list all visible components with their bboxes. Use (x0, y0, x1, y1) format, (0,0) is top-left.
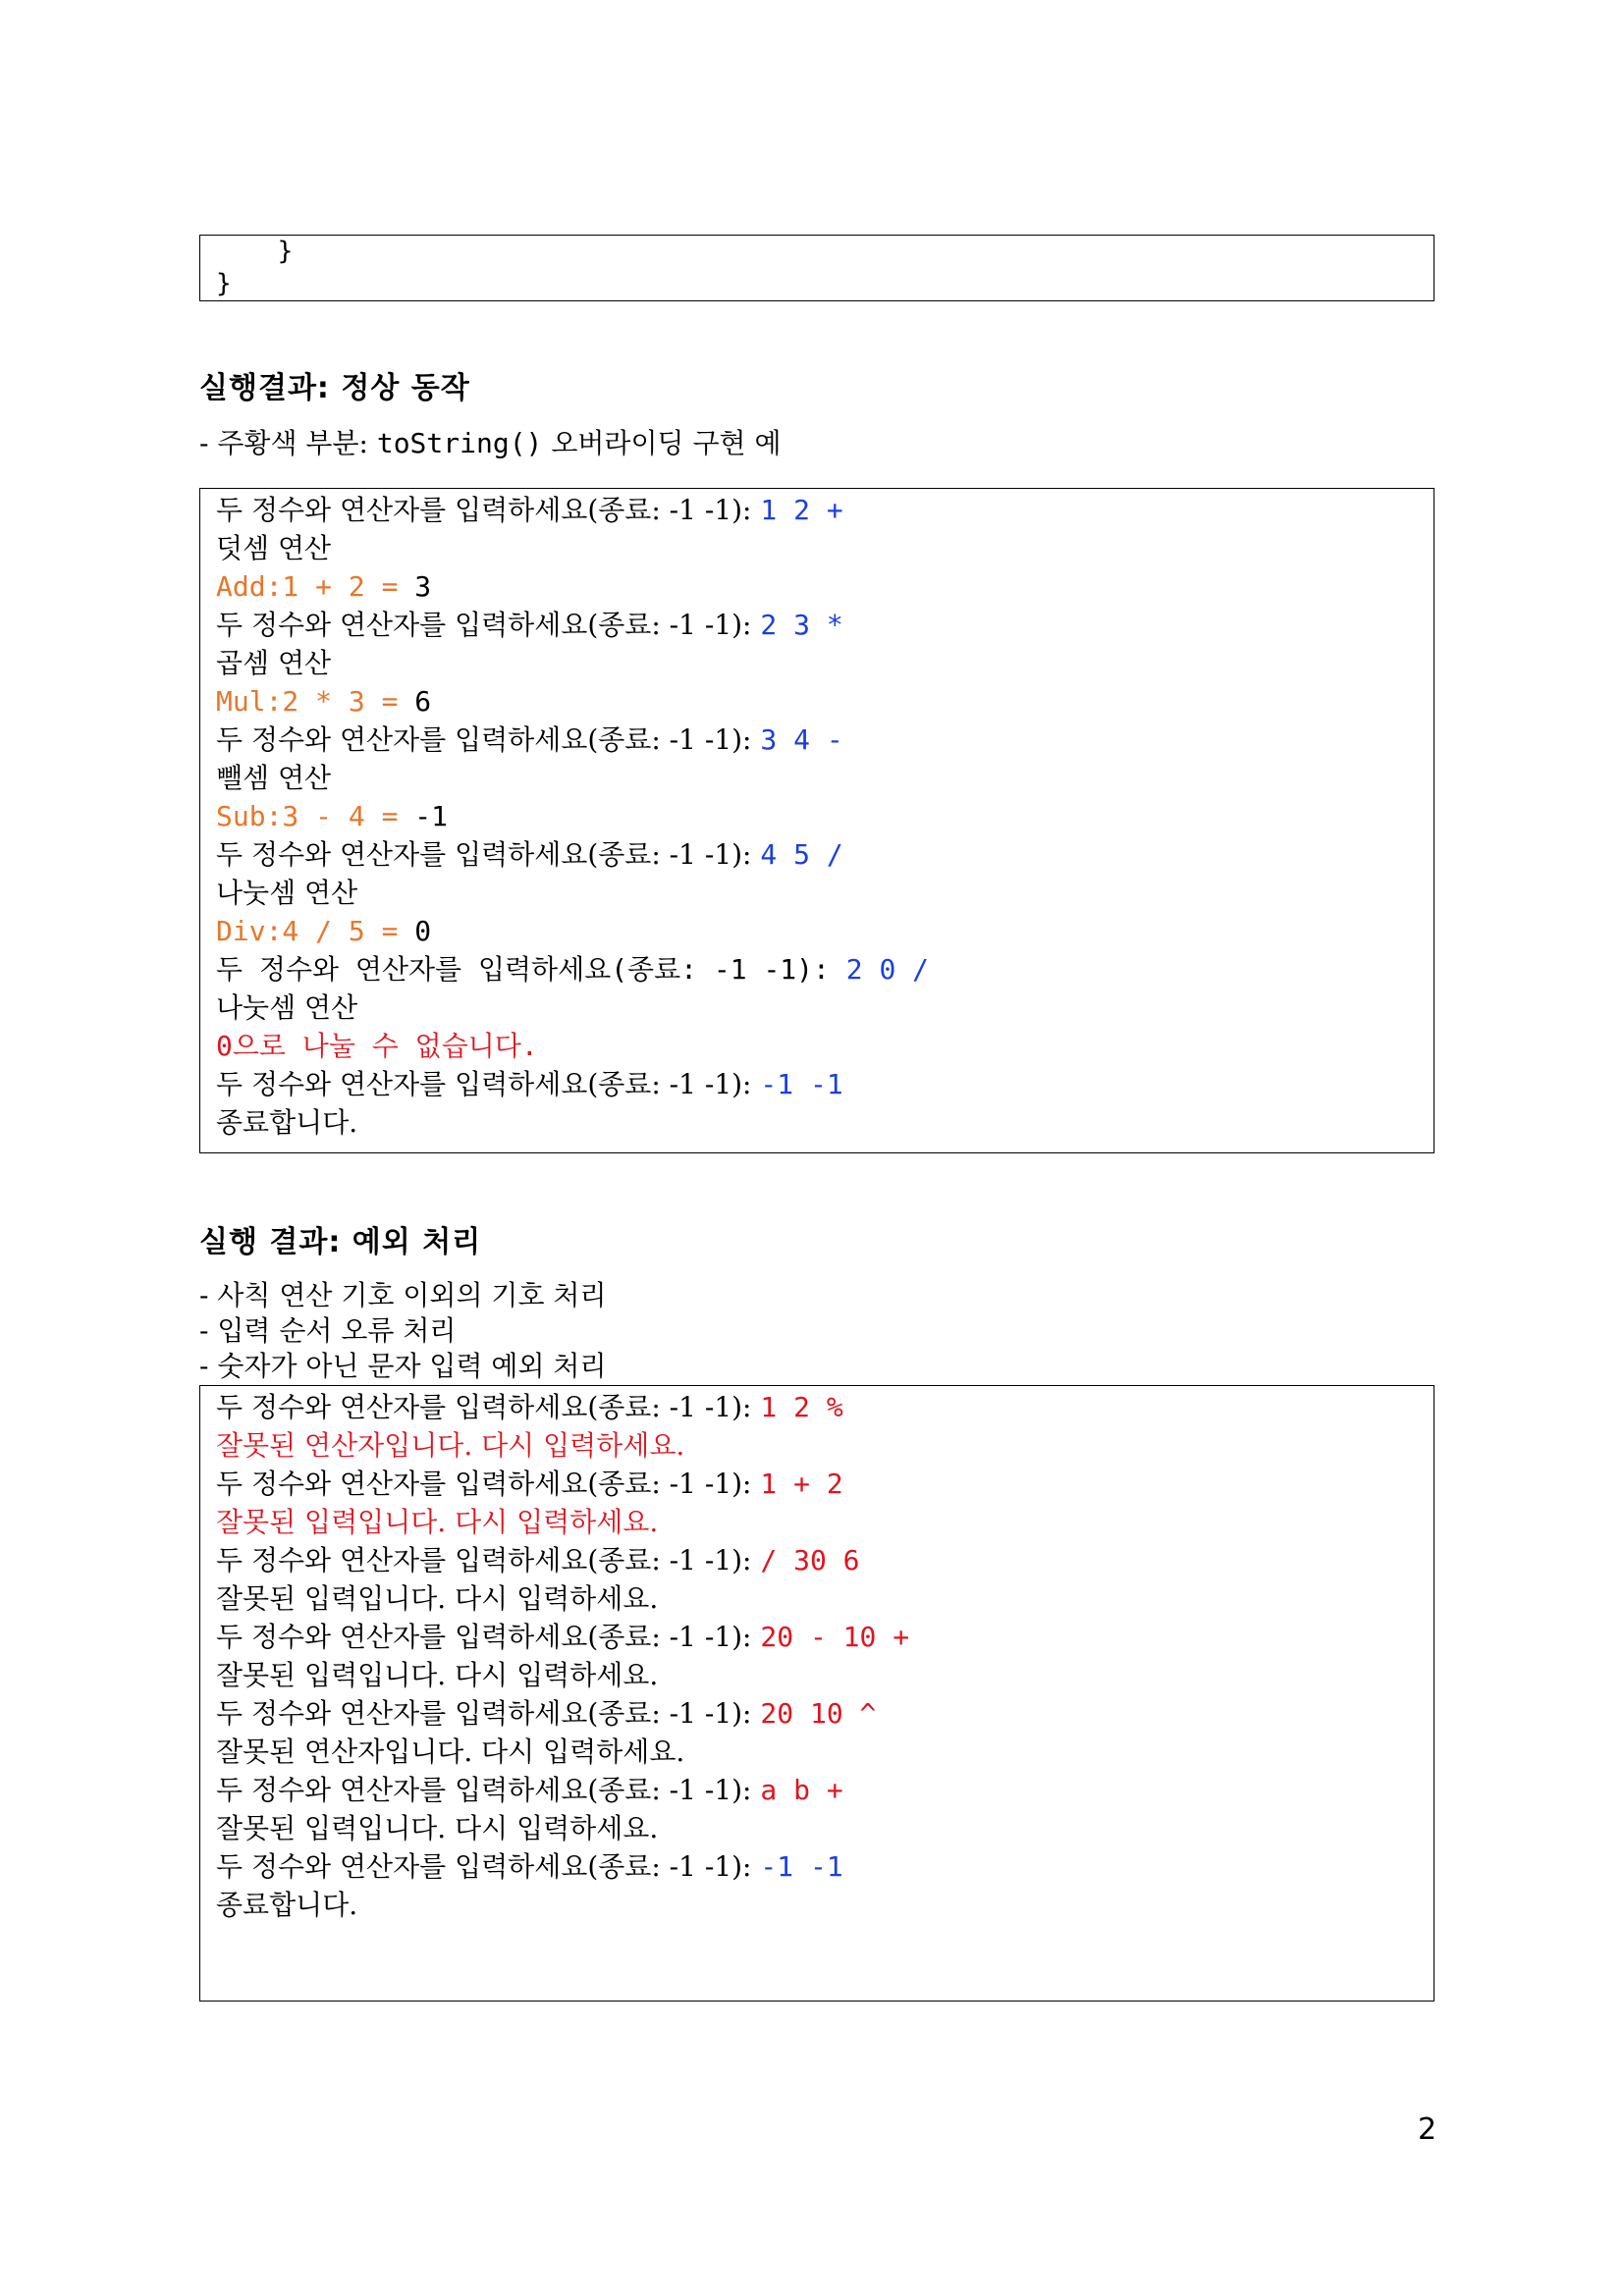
result-value: 0 (414, 915, 432, 947)
user-input: 1 2 + (760, 494, 843, 526)
user-input: -1 -1 (760, 1850, 843, 1883)
tostring-output: Div:4 / 5 = (216, 915, 415, 947)
prompt-line (216, 1847, 1434, 1886)
prompt-line (216, 721, 1434, 759)
operation-label: 곱셈 연산 (216, 647, 332, 679)
page-number: 2 (1418, 2112, 1437, 2147)
prompt-text: 두 정수와 연산자를 입력하세요(종료: -1 -1): (216, 609, 761, 641)
prompt-text: 두 정수와 연산자를 입력하세요(종료: -1 -1): (216, 838, 761, 871)
user-input: 2 3 * (760, 609, 843, 641)
result-value: 3 (414, 570, 432, 603)
prompt-line (216, 1541, 1434, 1579)
result-line (216, 797, 1434, 835)
prompt-text: 두 정수와 연산자를 입력하세요(종료: -1 -1): (216, 1774, 761, 1806)
prompt-text: 두 정수와 연산자를 입력하세요(종료: -1 -1): (216, 723, 761, 756)
user-input: 20 10 ^ (760, 1697, 877, 1730)
code-end-box (199, 235, 1434, 301)
exception-bullet: - 사칙 연산 기호 이외의 기호 처리 (199, 1279, 607, 1311)
normal-output-box (199, 488, 1434, 1153)
normal-result-heading: 실행결과: 정상 동작 (199, 371, 470, 405)
user-input: 1 2 % (760, 1391, 843, 1423)
user-input: 4 5 / (760, 838, 843, 871)
prompt-text: 두 정수와 연산자를 입력하세요(종료: -1 -1): (216, 1391, 761, 1423)
prompt-text: 두 정수와 연산자를 입력하세요(종료: -1 -1): (216, 1697, 761, 1730)
prompt-line (216, 1465, 1434, 1503)
error-message: 잘못된 입력입니다. 다시 입력하세요. (216, 1582, 659, 1615)
error-message: 잘못된 입력입니다. 다시 입력하세요. (216, 1812, 659, 1844)
user-input: 1 + 2 (760, 1468, 843, 1500)
result-line (216, 682, 1434, 721)
tostring-output: Add:1 + 2 = (216, 570, 415, 603)
user-input: -1 -1 (760, 1068, 843, 1100)
error-message: 잘못된 입력입니다. 다시 입력하세요. (216, 1659, 659, 1691)
tostring-output: Mul:2 * 3 = (216, 685, 415, 718)
code-line: } (216, 237, 294, 266)
prompt-text: 두 정수와 연산자를 입력하세요(종료: -1 -1): (216, 1621, 761, 1653)
prompt-line (216, 1771, 1434, 1809)
user-input: 20 - 10 + (760, 1621, 910, 1653)
user-input: 3 4 - (760, 723, 843, 756)
prompt-line (216, 1065, 1434, 1103)
exception-bullet: - 숫자가 아닌 문자 입력 예외 처리 (199, 1350, 607, 1382)
prompt-line (216, 1694, 1434, 1733)
prompt-line (216, 491, 1434, 529)
user-input: a b + (760, 1774, 843, 1806)
operation-label: 나눗셈 연산 (216, 991, 358, 1024)
orange-note (199, 426, 782, 461)
orange-note-suffix: 오버라이딩 구현 예 (542, 427, 782, 459)
prompt-line (216, 835, 1434, 874)
user-input: / 30 6 (760, 1544, 860, 1576)
prompt-line (216, 606, 1434, 644)
error-message: 0으로 나눌 수 없습니다. (216, 1030, 538, 1062)
prompt-line (216, 950, 1434, 988)
exception-result-heading: 실행 결과: 예외 처리 (199, 1225, 482, 1259)
orange-note-prefix: - 주황색 부분: (199, 427, 377, 459)
exception-bullet: - 입력 순서 오류 처리 (199, 1314, 457, 1347)
operation-label: 덧셈 연산 (216, 532, 332, 564)
end-message: 종료합니다. (216, 1889, 358, 1921)
result-value: -1 (414, 800, 449, 832)
exception-output-box (199, 1385, 1434, 2002)
prompt-text: 두 정수와 연산자를 입력하세요(종료: -1 -1): (216, 953, 846, 986)
prompt-text: 두 정수와 연산자를 입력하세요(종료: -1 -1): (216, 494, 761, 526)
prompt-text: 두 정수와 연산자를 입력하세요(종료: -1 -1): (216, 1850, 761, 1883)
user-input: 2 0 / (845, 953, 930, 986)
end-message: 종료합니다. (216, 1106, 358, 1139)
operation-label: 뺄셈 연산 (216, 762, 332, 794)
prompt-text: 두 정수와 연산자를 입력하세요(종료: -1 -1): (216, 1068, 761, 1100)
error-message: 잘못된 연산자입니다. 다시 입력하세요. (216, 1429, 685, 1462)
operation-label: 나눗셈 연산 (216, 877, 358, 909)
orange-note-code: toString() (376, 427, 543, 459)
prompt-line (216, 1618, 1434, 1656)
result-line (216, 912, 1434, 950)
result-line (216, 567, 1434, 606)
prompt-text: 두 정수와 연산자를 입력하세요(종료: -1 -1): (216, 1544, 761, 1576)
error-message: 잘못된 연산자입니다. 다시 입력하세요. (216, 1735, 685, 1768)
code-line: } (216, 269, 232, 298)
tostring-output: Sub:3 - 4 = (216, 800, 415, 832)
prompt-line (216, 1388, 1434, 1426)
result-value: 6 (414, 685, 432, 718)
prompt-text: 두 정수와 연산자를 입력하세요(종료: -1 -1): (216, 1468, 761, 1500)
error-message: 잘못된 입력입니다. 다시 입력하세요. (216, 1506, 659, 1538)
